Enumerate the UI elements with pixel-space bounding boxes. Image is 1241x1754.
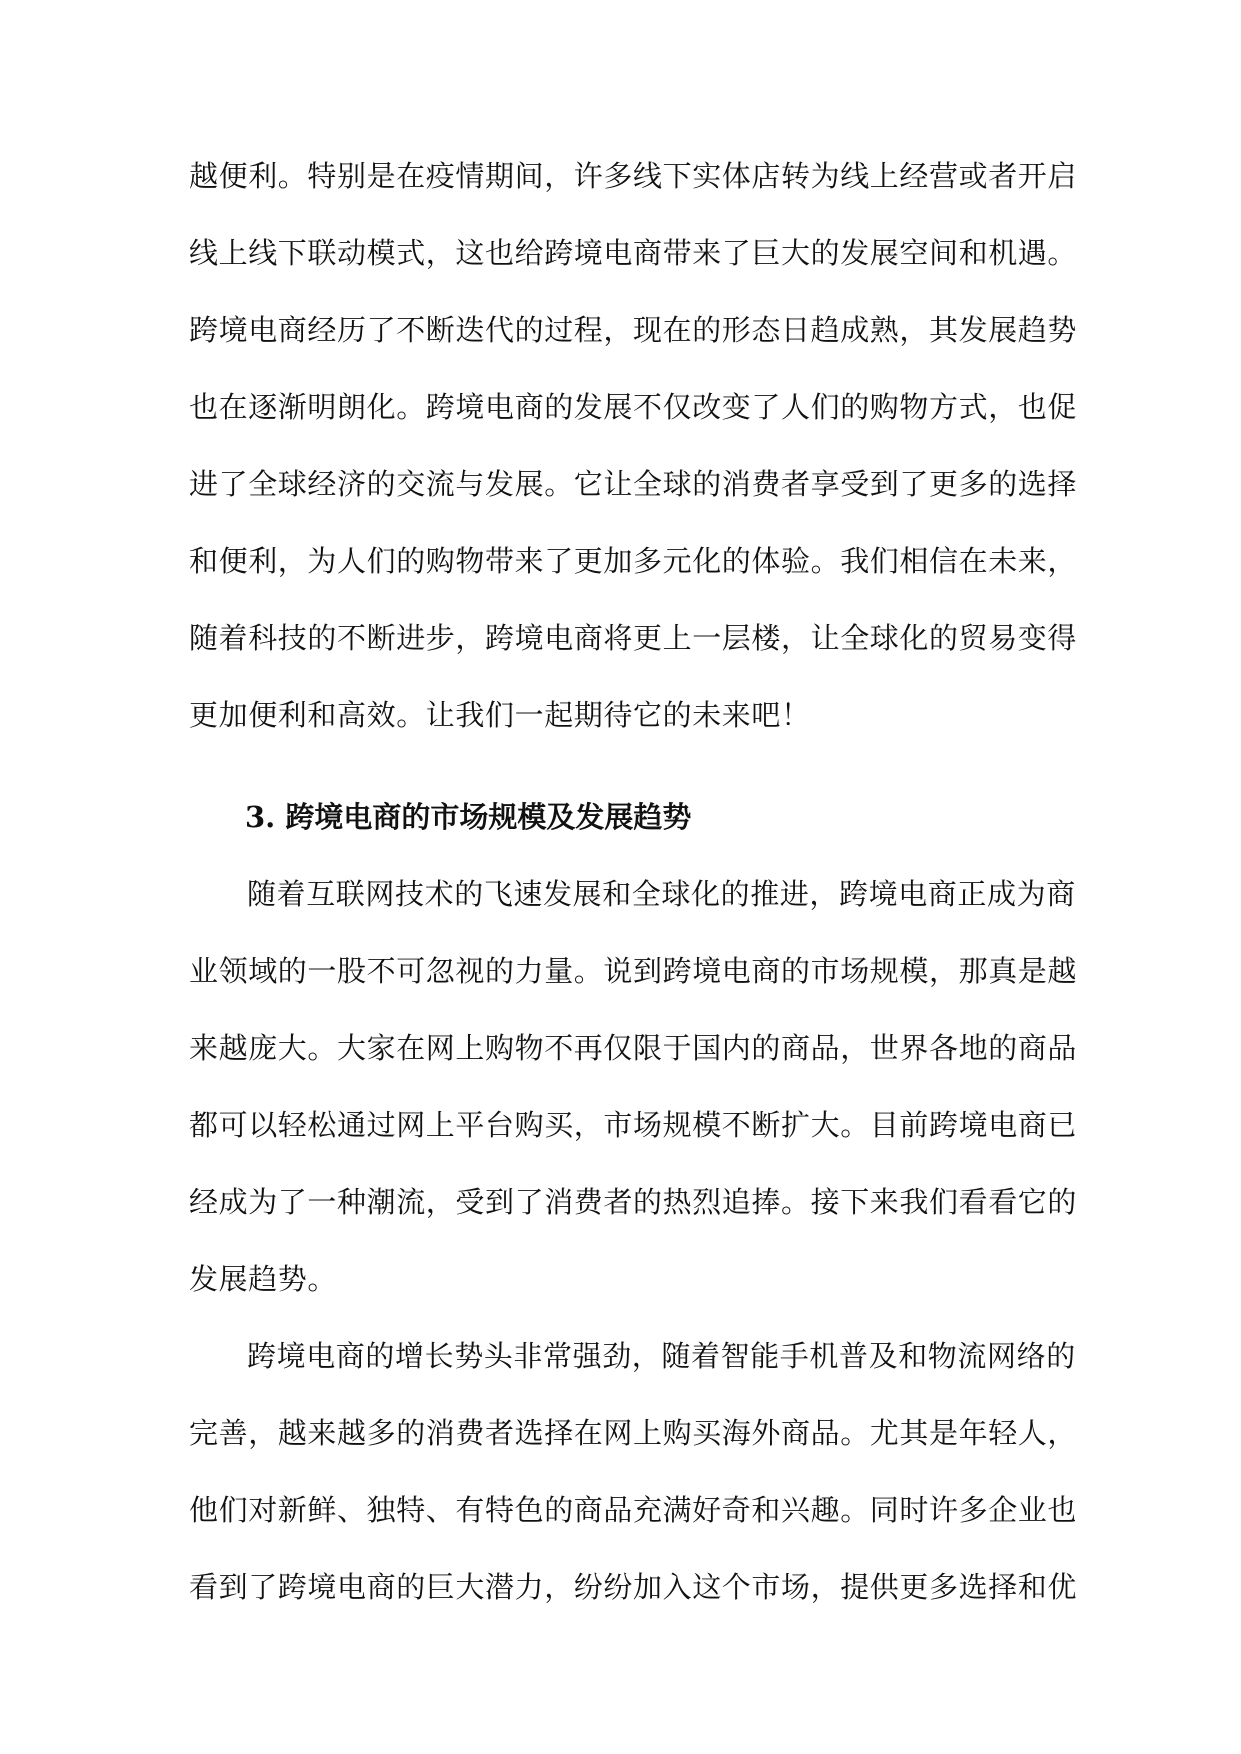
text-line: 和便利，为人们的购物带来了更加多元化的体验。我们相信在未来，	[189, 544, 1078, 578]
text-line: 看到了跨境电商的巨大潜力，纷纷加入这个市场，提供更多选择和优	[189, 1570, 1078, 1604]
paragraph-3	[189, 1318, 1078, 1626]
text-line: 跨境电商的增长势头非常强劲，随着智能手机普及和物流网络的	[247, 1339, 1076, 1373]
text-line: 随着互联网技术的飞速发展和全球化的推进，跨境电商正成为商	[247, 877, 1076, 911]
text-line: 更加便利和高效。让我们一起期待它的未来吧！	[189, 698, 811, 732]
paragraph-2	[189, 856, 1078, 1318]
text-line: 他们对新鲜、独特、有特色的商品充满好奇和兴趣。同时许多企业也	[189, 1493, 1078, 1527]
text-line: 业领域的一股不可忽视的力量。说到跨境电商的市场规模，那真是越	[189, 954, 1078, 988]
section-spacer	[189, 754, 1059, 779]
text-line: 线上线下联动模式，这也给跨境电商带来了巨大的发展空间和机遇。	[189, 236, 1078, 270]
text-line: 发展趋势。	[189, 1262, 338, 1296]
text-line: 也在逐渐明朗化。跨境电商的发展不仅改变了人们的购物方式，也促	[189, 390, 1078, 424]
text-line: 完善，越来越多的消费者选择在网上购买海外商品。尤其是年轻人，	[189, 1416, 1078, 1450]
text-line: 来越庞大。大家在网上购物不再仅限于国内的商品，世界各地的商品	[189, 1031, 1078, 1065]
paragraph-1	[189, 138, 1078, 754]
text-line: 随着科技的不断进步，跨境电商将更上一层楼，让全球化的贸易变得	[189, 621, 1078, 655]
text-line: 跨境电商经历了不断迭代的过程，现在的形态日趋成熟，其发展趋势	[189, 313, 1078, 347]
text-line: 都可以轻松通过网上平台购买，市场规模不断扩大。目前跨境电商已	[189, 1108, 1078, 1142]
text-line: 进了全球经济的交流与发展。它让全球的消费者享受到了更多的选择	[189, 467, 1078, 501]
document-page	[189, 138, 1078, 1626]
text-line: 经成为了一种潮流，受到了消费者的热烈追捧。接下来我们看看它的	[189, 1185, 1078, 1219]
section-heading: 3. 跨境电商的市场规模及发展趋势	[245, 800, 692, 834]
text-line: 越便利。特别是在疫情期间，许多线下实体店转为线上经营或者开启	[189, 159, 1078, 193]
